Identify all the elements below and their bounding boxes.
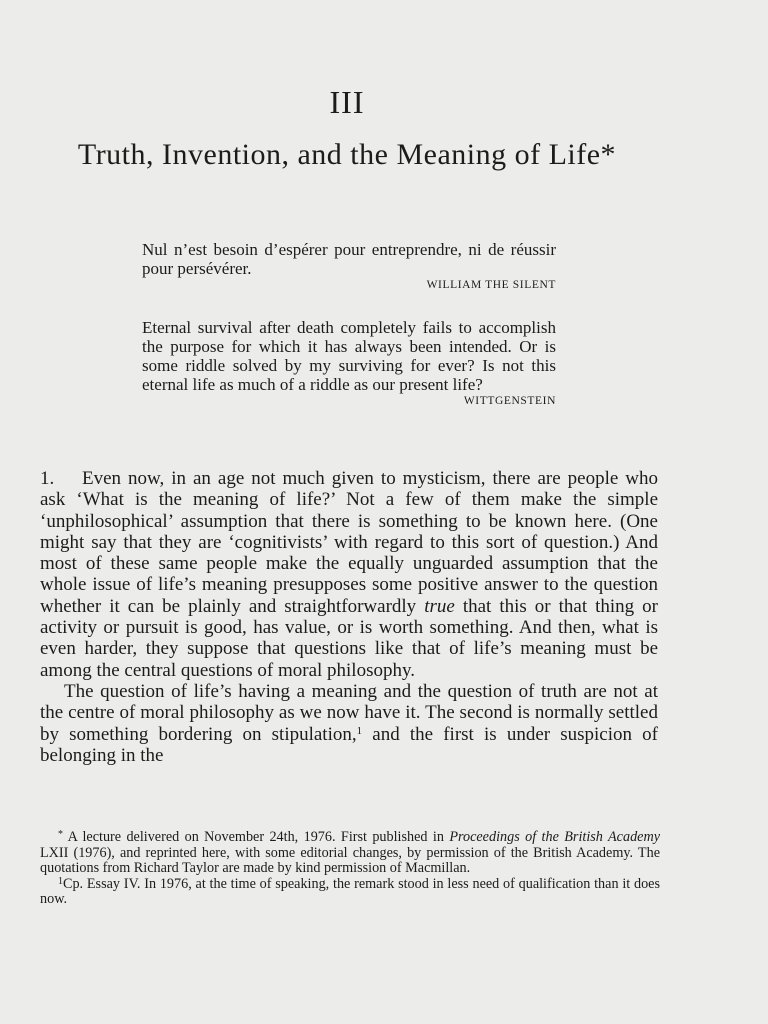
paragraph-number: 1. xyxy=(40,468,55,489)
footnote-1 xyxy=(40,877,660,908)
epigraph-attribution: WILLIAM THE SILENT xyxy=(426,279,556,291)
footnote-text: Cp. Essay IV. In 1976, at the time of speaking, the remark stood in less need of qualification than it does now. xyxy=(40,875,660,908)
paragraph-1-text-b: that this or that thing or activity or pursuit is good, has value, or is worth something. And then, what is even harder, they suppose that questions like that of life’s meaning must be among the central questions of moral philosophy. xyxy=(40,595,658,681)
body-text xyxy=(40,468,658,766)
epigraph-william-the-silent xyxy=(142,240,556,291)
chapter-number: III xyxy=(329,84,365,120)
paragraph-2-text-a: The question of life’s having a meaning and the question of truth are not at the centre of moral philosophy as we now have it. The second is normally settled by something bordering on stipulation, xyxy=(40,680,658,745)
footnote-text-b: LXII (1976), and reprinted here, with some editorial changes, by permission of the British Academy. The quotations from Richard Taylor are made by kind permission of Macmillan. xyxy=(40,844,660,877)
footnote-marker: 1 xyxy=(58,875,63,887)
epigraph-text: Eternal survival after death completely fails to accomplish the purpose for which it has always been intended. Or is some riddle solved by my surviving for ever? Is not this eternal life as much of a riddle as our present life? xyxy=(142,318,556,394)
footnote-text-a: A lecture delivered on November 24th, 1976. First published in xyxy=(67,829,444,845)
paragraph-1 xyxy=(40,468,658,681)
epigraph-wittgenstein xyxy=(142,318,556,407)
footnote-reference-1[interactable]: 1 xyxy=(356,724,363,737)
epigraph-text: Nul n’est besoin d’espérer pour entreprendre, ni de réussir pour persévérer. xyxy=(142,240,556,278)
footnotes xyxy=(40,830,660,908)
footnote-asterisk xyxy=(40,830,660,877)
footnote-marker: * xyxy=(58,829,63,840)
emphasis-true: true xyxy=(424,595,455,617)
paragraph-2-text-b: and the first is under suspicion of belonging in the xyxy=(40,723,658,766)
paragraph-1-text-a: Even now, in an age not much given to mysticism, there are people who ask ‘What is the meaning of life?’ Not a few of them make the simple ‘unphilosophical’ assumption that there is something to be known here. (One might say that they are ‘cognitivists’ with regard to this sort of question.) And most of these same people make the equally unguarded assumption that the whole issue of life’s meaning presupposes some positive answer to the question whether it can be plainly and straightforwardly xyxy=(40,468,658,617)
epigraph-attribution: WITTGENSTEIN xyxy=(463,395,556,407)
chapter-title: Truth, Invention, and the Meaning of Life* xyxy=(77,138,617,171)
footnote-journal-title: Proceedings of the British Academy xyxy=(449,829,661,845)
paragraph-2 xyxy=(40,681,658,766)
